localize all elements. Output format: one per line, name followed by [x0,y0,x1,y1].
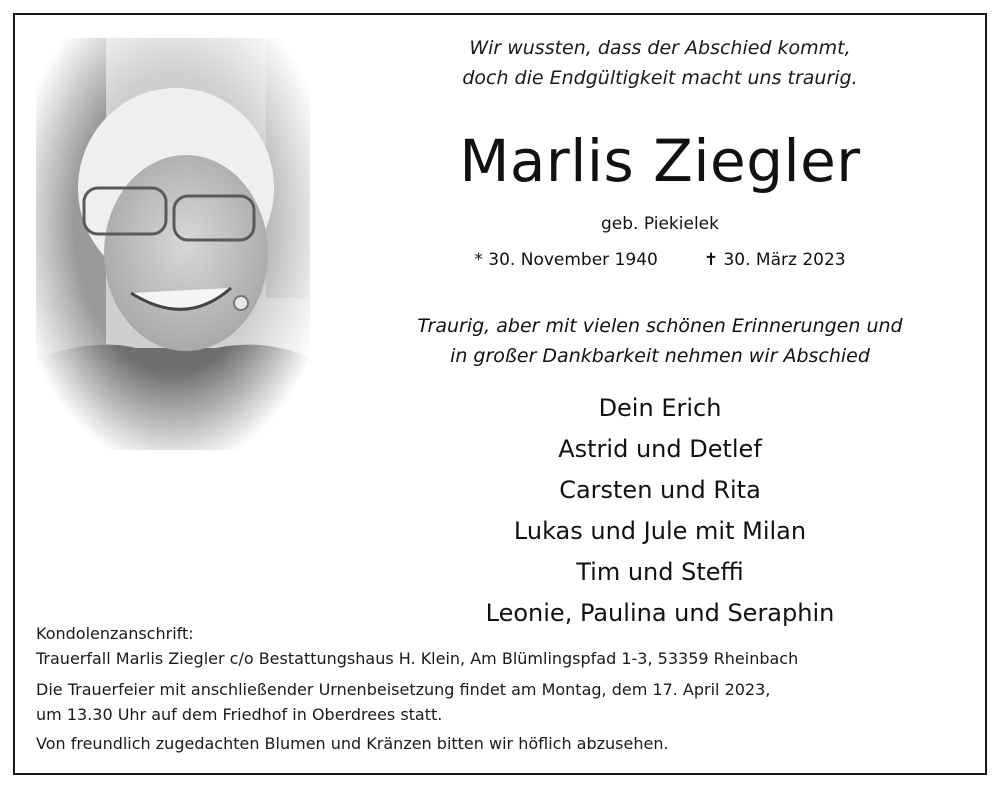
condolence-label: Kondolenzanschrift: [36,624,194,643]
deceased-name: Marlis Ziegler [459,127,861,195]
statement-line-1: Traurig, aber mit vielen schönen Erinnerungen und [417,315,903,337]
notice-details [36,621,798,756]
quote-line-1: Wir wussten, dass der Abschied kommt, [469,37,851,59]
life-dates [320,246,1000,274]
opening-quote [320,33,1000,93]
flowers-note: Von freundlich zugedachten Blumen und Kränzen bitten wir höflich abzusehen. [36,734,669,753]
family-member: Lukas und Jule mit Milan [513,517,807,545]
portrait-photo [36,38,310,450]
ceremony-line-2: um 13.30 Uhr auf dem Friedhof in Oberdrees statt. [36,705,443,724]
birth-name: geb. Piekielek [601,214,719,234]
family-member: Dein Erich [598,394,722,422]
quote-line-2: doch die Endgültigkeit macht uns traurig. [462,67,858,89]
statement-line-2: in großer Dankbarkeit nehmen wir Abschied [450,345,870,367]
death-date: ✝ 30. März 2023 [703,250,846,270]
portrait-illustration [36,38,310,450]
family-member: Astrid und Detlef [558,435,762,463]
family-member: Leonie, Paulina und Seraphin [485,599,835,627]
ceremony-line-1: Die Trauerfeier mit anschließender Urnenbeisetzung findet am Montag, dem 17. April 2023, [36,680,771,699]
farewell-statement [320,311,1000,371]
family-member: Tim und Steffi [576,558,744,586]
birth-date: * 30. November 1940 [474,250,658,270]
family-list [320,388,1000,634]
condolence-address: Trauerfall Marlis Ziegler c/o Bestattungshaus H. Klein, Am Blümlingspfad 1-3, 53359 Rheinbach [36,649,799,668]
family-member: Carsten und Rita [559,476,761,504]
